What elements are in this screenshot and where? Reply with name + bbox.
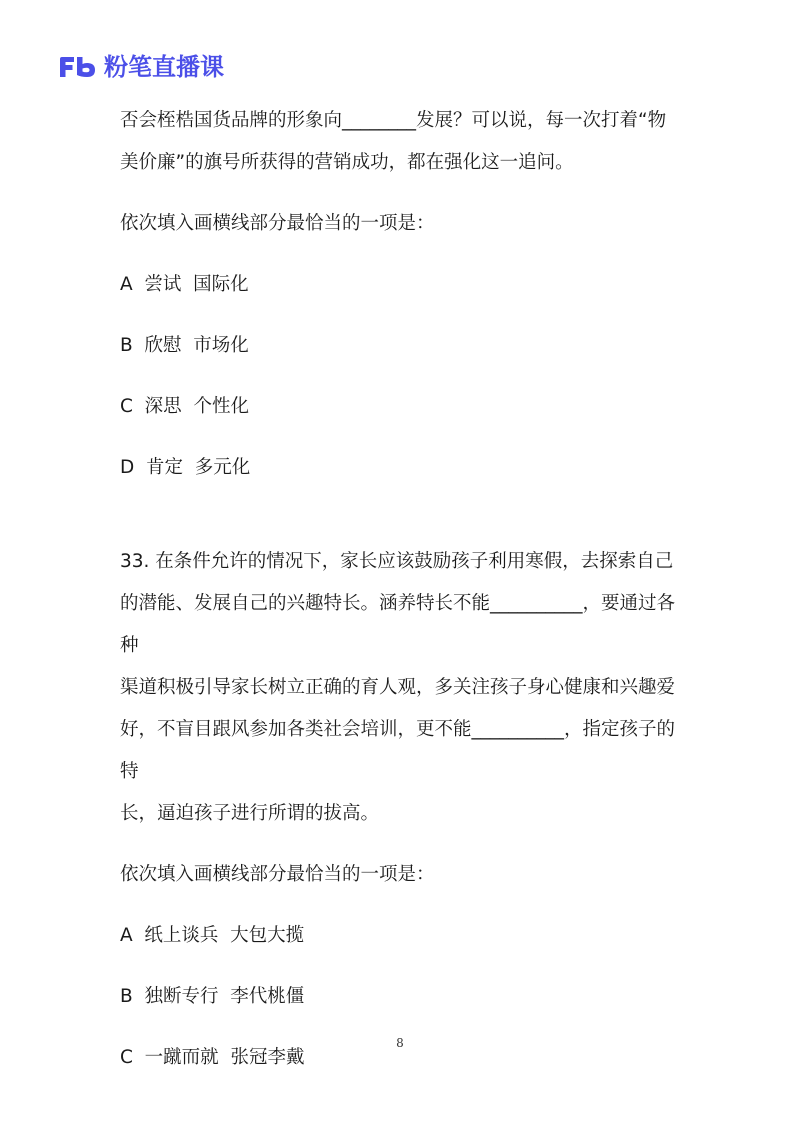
question-32-text-line-2: 美价廉”的旗号所获得的营销成功，都在强化这一追问。 [120, 152, 574, 173]
fb-logo-icon [58, 55, 98, 79]
question-32-text-line-1: 否会桎梏国货品牌的形象向________发展？可以说，每一次打着“物 [120, 110, 667, 131]
question-33-prompt: 依次填入画横线部分最恰当的一项是： [120, 864, 435, 885]
question-33-option-a: A 纸上谈兵 大包大揽 [120, 925, 305, 946]
brand-title: 粉笔直播课 [104, 53, 224, 81]
document-body [120, 100, 690, 1098]
question-33-text-line-5: 长，逼迫孩子进行所谓的拔高。 [120, 803, 380, 824]
question-32-prompt: 依次填入画横线部分最恰当的一项是： [120, 213, 435, 234]
page-number: 8 [396, 1036, 404, 1050]
question-33-text-line-3: 渠道积极引导家长树立正确的育人观，多关注孩子身心健康和兴趣爱 [120, 677, 676, 698]
question-32-option-a: A 尝试 国际化 [120, 274, 249, 295]
question-33-text-line-2: 的潜能、发展自己的兴趣特长。涵养特长不能__________，要通过各种 [120, 593, 676, 656]
question-32-option-c: C 深思 个性化 [120, 396, 249, 417]
question-33-text-line-4: 好，不盲目跟风参加各类社会培训，更不能__________，指定孩子的特 [120, 719, 676, 782]
question-32-option-d: D 肯定 多元化 [120, 457, 251, 478]
question-33-option-b: B 独断专行 李代桃僵 [120, 986, 305, 1007]
question-33-text-line-1: 33. 在条件允许的情况下，家长应该鼓励孩子利用寒假，去探索自己 [120, 551, 674, 572]
question-33-option-c: C 一蹴而就 张冠李戴 [120, 1047, 305, 1068]
header [58, 52, 224, 82]
question-32-option-b: B 欣慰 市场化 [120, 335, 249, 356]
